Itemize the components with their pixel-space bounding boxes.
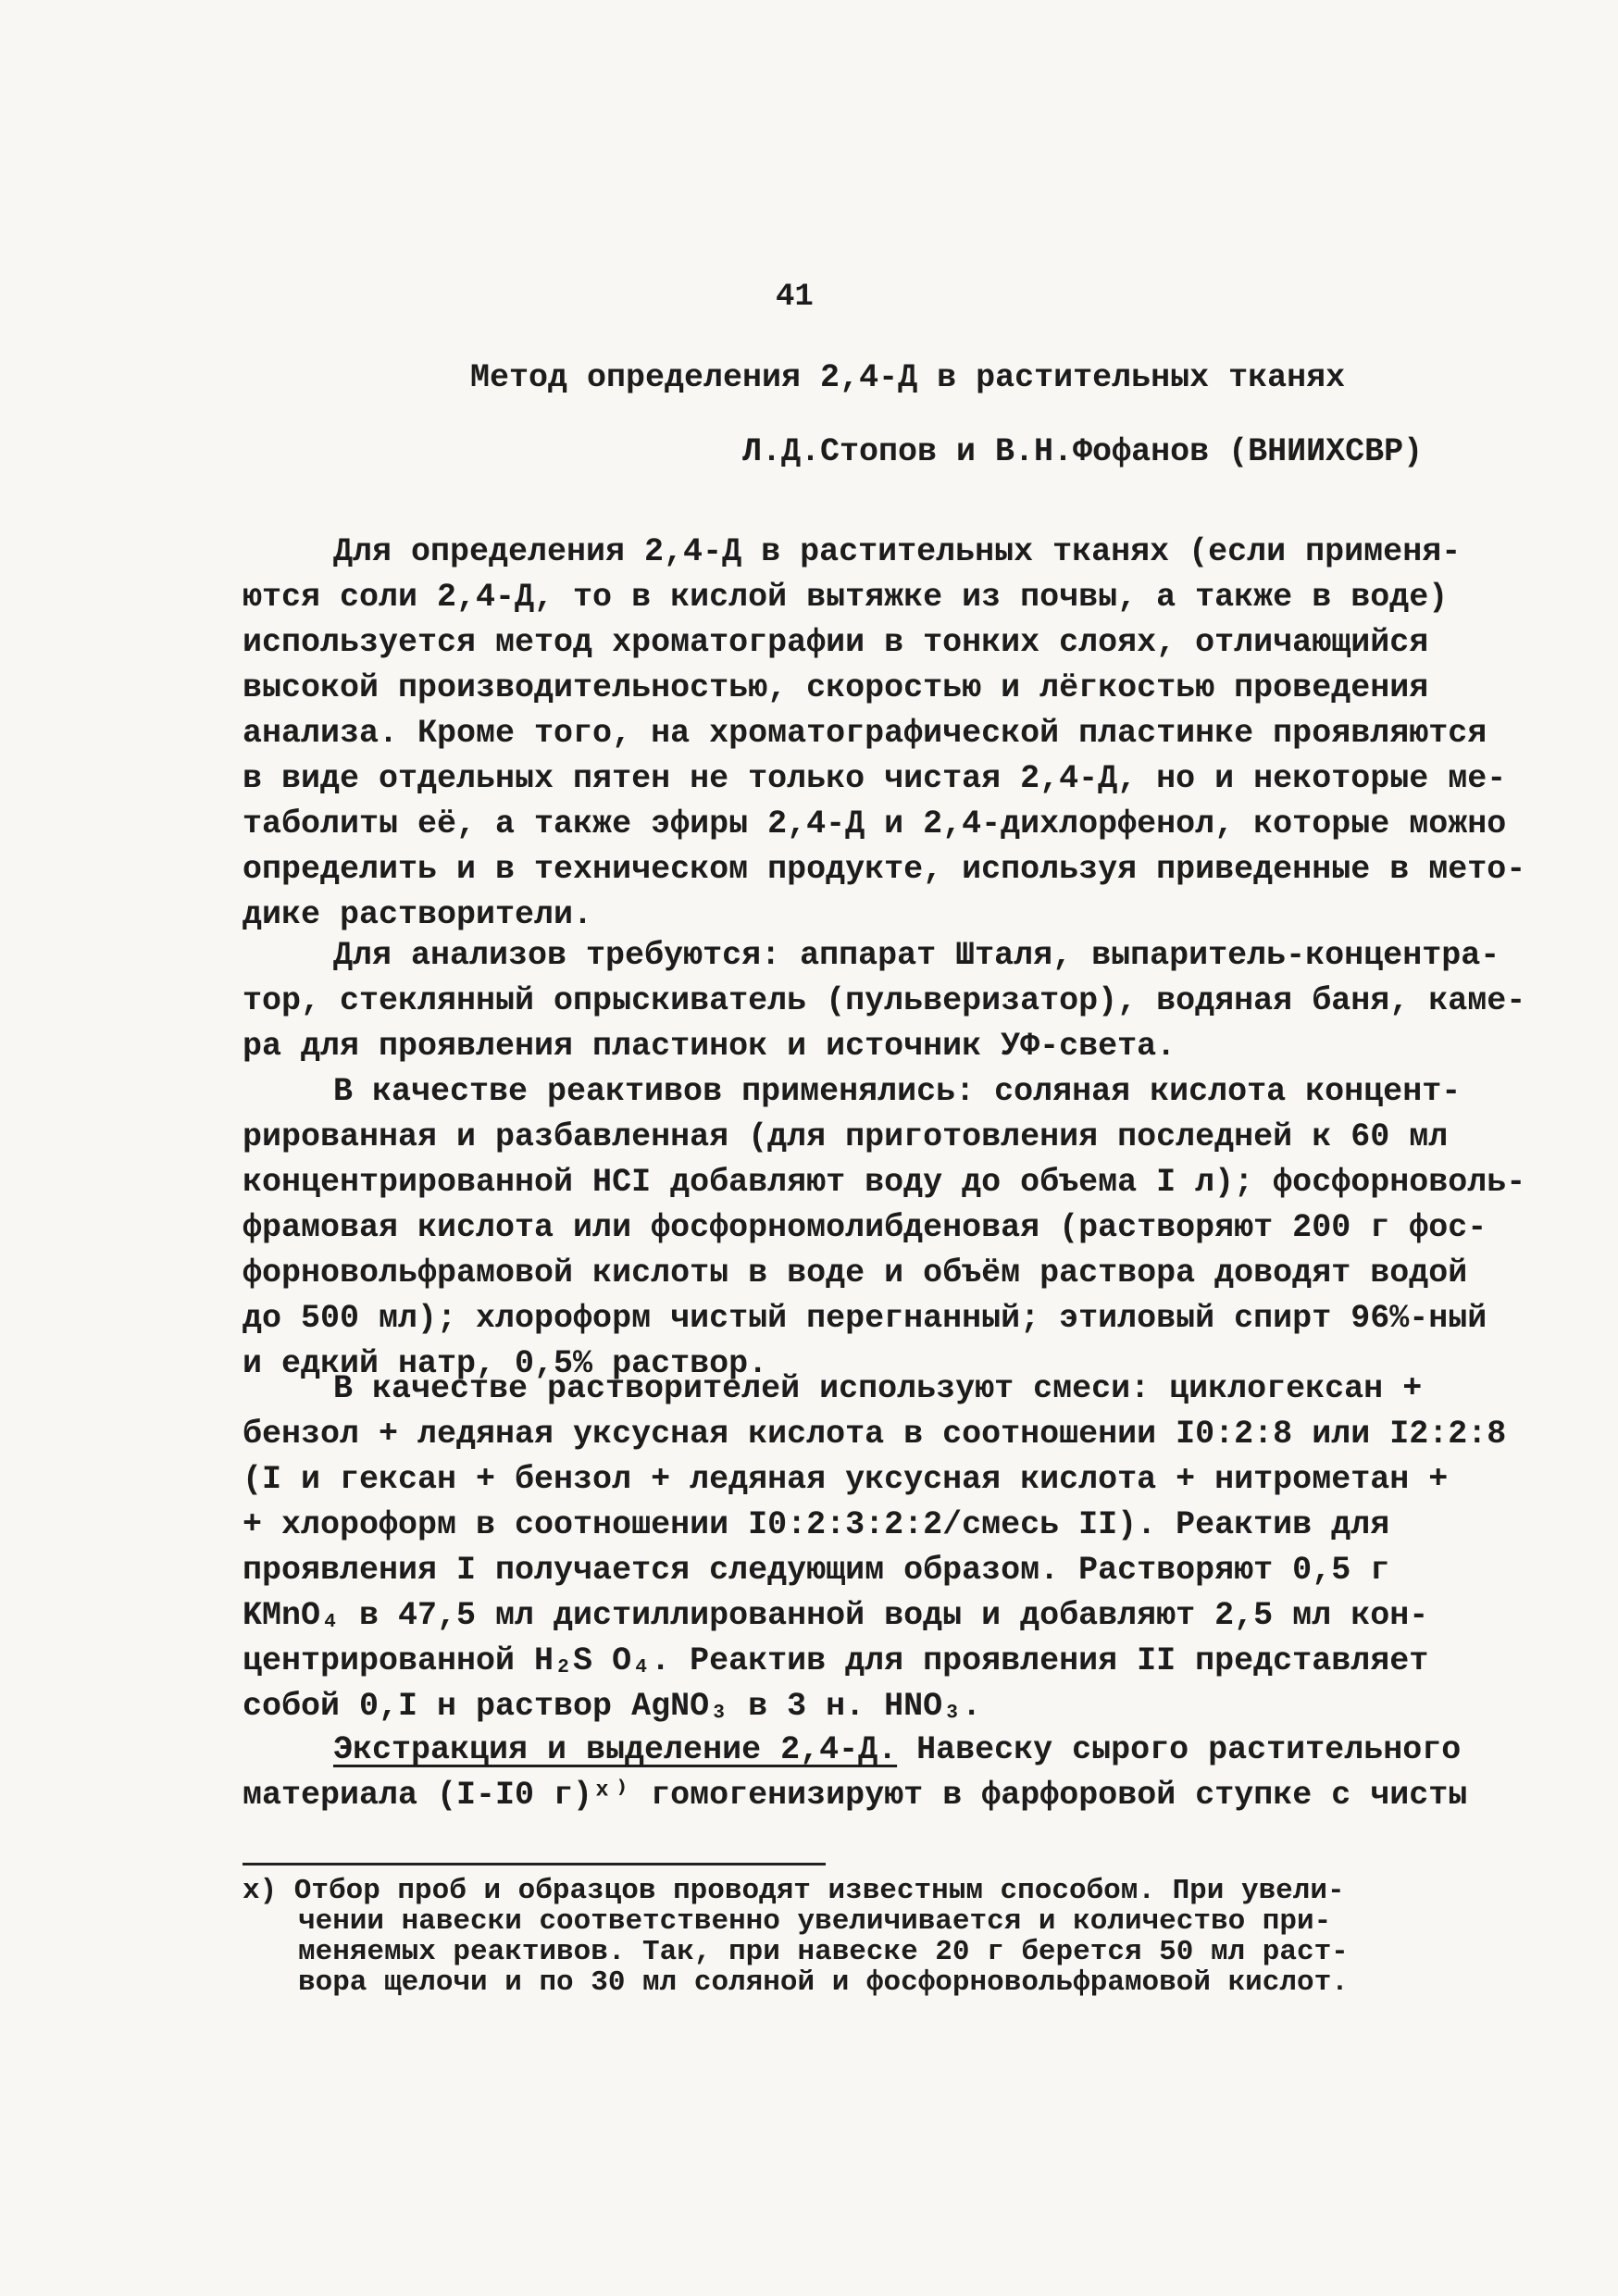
text-line: высокой производительностью, скоростью и лёгкостью проведения xyxy=(243,669,1429,706)
text-line: концентрированной НСI добавляют воду до объема I л); фосфорноволь- xyxy=(243,1164,1526,1201)
text-line: фрамовая кислота или фосфорномолибденовая (растворяют 200 г фос- xyxy=(243,1209,1487,1246)
paragraph-intro xyxy=(243,530,1526,938)
page-number: 41 xyxy=(776,280,814,315)
paragraph-extraction xyxy=(243,1728,1468,1818)
text-line: определить и в техническом продукте, используя приведенные в мето- xyxy=(243,851,1526,888)
paragraph-solvents xyxy=(243,1366,1507,1729)
text-line: + хлороформ в соотношении I0:2:3:2:2/смесь II). Реактив для xyxy=(243,1506,1390,1543)
text-line: таболиты её, а также эфиры 2,4-Д и 2,4-дихлорфенол, которые можно xyxy=(243,805,1507,842)
text-line: форновольфрамовой кислоты в воде и объём раствора доводят водой xyxy=(243,1254,1468,1292)
text-line: и едкий натр, 0,5% раствор. xyxy=(243,1345,768,1382)
text-line xyxy=(243,1728,1462,1773)
text-line: рированная и разбавленная (для приготовления последней к 60 мл xyxy=(243,1118,1449,1155)
footnote xyxy=(243,1876,1400,1998)
text-line: дике растворители. xyxy=(243,896,593,933)
authors-line: Л.Д.Стопов и В.Н.Фофанов (ВНИИХСВР) xyxy=(742,433,1424,470)
text-line: центрированной H₂S O₄. Реактив для проявления II представляет xyxy=(243,1642,1429,1679)
text-line: KMnO₄ в 47,5 мл дистиллированной воды и добавляют 2,5 мл кон- xyxy=(243,1597,1429,1634)
footnote-line: вора щелочи и по 30 мл соляной и фосфорновольфрамовой кислот. xyxy=(298,1966,1349,1999)
text-line: до 500 мл); хлороформ чистый перегнанный; этиловый спирт 96%-ный xyxy=(243,1300,1487,1337)
text-line: анализа. Кроме того, на хроматографической пластинке проявляются xyxy=(243,715,1487,752)
text-run: Навеску сырого растительного xyxy=(897,1731,1462,1768)
text-line: Для определения 2,4-Д в растительных тканях (если применя- xyxy=(333,533,1462,570)
footnote-line: меняемых реактивов. Так, при навеске 20 г берется 50 мл раст- xyxy=(298,1936,1349,1968)
text-line: ра для проявления пластинок и источник УФ-света. xyxy=(243,1028,1176,1065)
footnote-line: x) Отбор проб и образцов проводят известным способом. При увели- xyxy=(243,1875,1345,1907)
text-line: В качестве растворителей используют смеси: циклогексан + xyxy=(333,1370,1423,1407)
footnote-line: чении навески соответственно увеличивается и количество при- xyxy=(298,1905,1332,1938)
paragraph-equipment xyxy=(243,933,1526,1387)
text-line: материала (I-I0 г)ˣ⁾ гомогенизируют в фарфоровой ступке с чисты xyxy=(243,1777,1468,1814)
text-line: используется метод хроматографии в тонких слоях, отличающийся xyxy=(243,624,1429,661)
text-line: в виде отдельных пятен не только чистая 2,4-Д, но и некоторые ме- xyxy=(243,760,1507,797)
text-line: (I и гексан + бензол + ледяная уксусная кислота + нитрометан + xyxy=(243,1461,1449,1498)
text-line: проявления I получается следующим образом. Растворяют 0,5 г xyxy=(243,1552,1390,1589)
text-line: Для анализов требуются: аппарат Шталя, выпаритель-концентра- xyxy=(333,937,1500,974)
text-line: бензол + ледяная уксусная кислота в соотношении I0:2:8 или I2:2:8 xyxy=(243,1416,1507,1453)
text-line: В качестве реактивов применялись: соляная кислота концент- xyxy=(333,1073,1462,1110)
text-line: ются соли 2,4-Д, то в кислой вытяжке из почвы, а также в воде) xyxy=(243,579,1449,616)
section-heading: Экстракция и выделение 2,4-Д. xyxy=(333,1731,898,1768)
text-line: собой 0,I н раствор AgNO₃ в 3 н. HNO₃. xyxy=(243,1688,982,1725)
text-line: тор, стеклянный опрыскиватель (пульверизатор), водяная баня, каме- xyxy=(243,982,1526,1019)
page-title: Метод определения 2,4-Д в растительных тканях xyxy=(470,359,1346,396)
footnote-divider xyxy=(243,1863,826,1866)
